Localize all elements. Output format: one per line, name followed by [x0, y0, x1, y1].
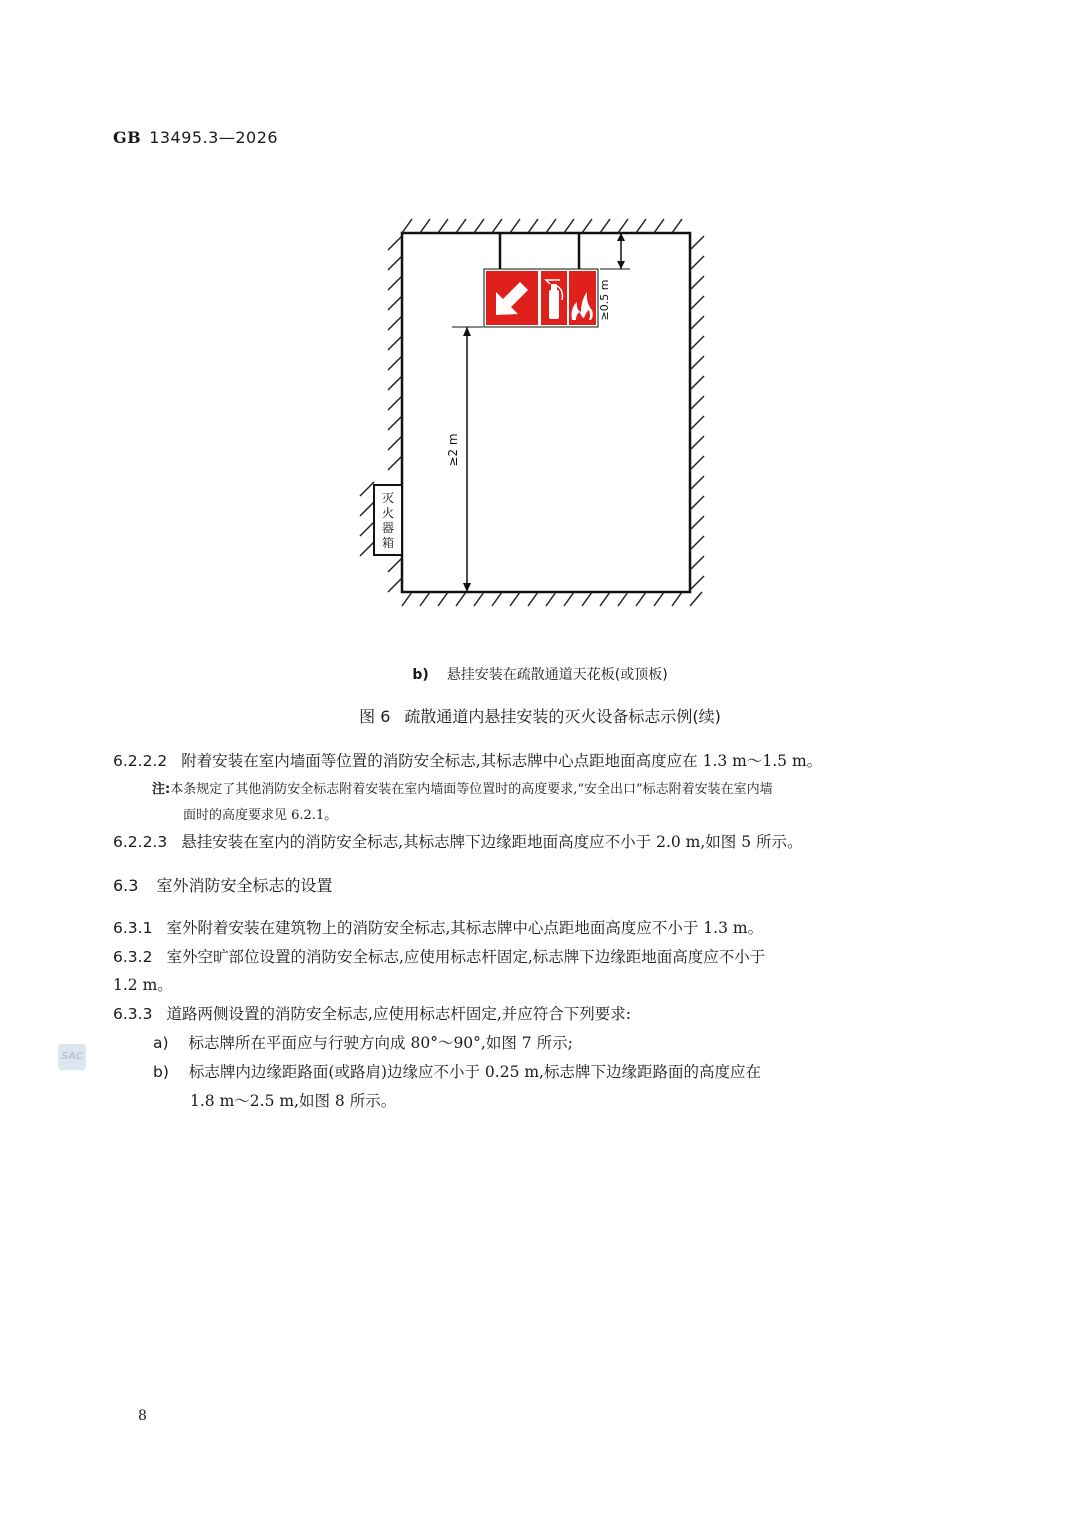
note-line-1	[152, 780, 773, 800]
clause-6-3-2-cont	[113, 975, 173, 995]
list-text-cont: 1.8 m～2.5 m,如图 8 所示。	[190, 1092, 397, 1110]
clause-number: 6.2.2.3	[113, 833, 168, 851]
note-line-2	[183, 806, 337, 826]
standard-code: GB	[113, 128, 142, 147]
clause-text: 道路两侧设置的消防安全标志,应使用标志杆固定,并应符合下列要求:	[166, 1005, 632, 1023]
note-text-1: 本条规定了其他消防安全标志附着安装在室内墙面等位置时的高度要求,“安全出口”标志附着安装在室内墙	[170, 782, 773, 797]
box-label-4: 箱	[381, 536, 395, 550]
figure-title: 疏散通道内悬挂安装的灭火设备标志示例(续)	[404, 707, 721, 726]
section-6-3-heading	[113, 876, 332, 896]
box-label-1: 灭	[381, 491, 395, 505]
list-text: 标志牌所在平面应与行驶方向成 80°～90°,如图 7 所示;	[188, 1034, 573, 1052]
clause-text-cont: 1.2 m。	[113, 976, 173, 994]
standard-number: 13495.3—2026	[149, 128, 279, 147]
figure-subcaption	[0, 664, 1080, 684]
clause-6-3-1	[113, 918, 763, 938]
installation-figure	[340, 200, 740, 620]
box-label-2: 火	[381, 506, 395, 520]
fire-sign	[484, 269, 598, 327]
dim-height-label: ≥2 m	[446, 433, 460, 467]
clause-6-2-2-3	[113, 832, 803, 852]
subcaption-text: 悬挂安装在疏散通道天花板(或顶板)	[446, 667, 668, 683]
section-title: 室外消防安全标志的设置	[156, 876, 333, 895]
clause-text: 悬挂安装在室内的消防安全标志,其标志牌下边缘距地面高度应不小于 2.0 m,如图 5 所示。	[181, 833, 803, 851]
list-text: 标志牌内边缘距路面(或路肩)边缘应不小于 0.25 m,标志牌下边缘距路面的高度应在	[188, 1063, 761, 1081]
page-number: 8	[138, 1408, 147, 1424]
section-number: 6.3	[113, 876, 139, 895]
list-tag: a)	[153, 1034, 169, 1052]
list-item-a	[153, 1033, 573, 1053]
clause-text: 附着安装在室内墙面等位置的消防安全标志,其标志牌中心点距地面高度应在 1.3 m～1.5 m。	[181, 752, 823, 770]
floor-hatch	[402, 592, 702, 606]
ceiling-hatch	[402, 219, 682, 233]
note-label: 注:	[152, 782, 171, 797]
box-label-3: 器	[381, 521, 395, 535]
clause-number: 6.3.1	[113, 919, 153, 937]
subcaption-tag: b)	[412, 667, 429, 683]
clause-6-2-2-2	[113, 751, 822, 771]
clause-6-3-2	[113, 947, 765, 967]
watermark-logo: SAC	[58, 1044, 86, 1070]
list-item-b-cont	[190, 1091, 396, 1111]
list-tag: b)	[153, 1063, 169, 1081]
note-text-2: 面时的高度要求见 6.2.1。	[183, 808, 338, 823]
right-wall-hatch	[690, 236, 704, 590]
clause-text: 室外附着安装在建筑物上的消防安全标志,其标志牌中心点距地面高度应不小于 1.3 m。	[166, 919, 764, 937]
clause-6-3-3	[113, 1004, 631, 1024]
figure-number: 图 6	[359, 707, 391, 726]
dim-top-label: ≥0.5 m	[598, 279, 611, 321]
clause-number: 6.3.3	[113, 1005, 153, 1023]
document-header	[113, 128, 278, 147]
figure-caption	[0, 704, 1080, 727]
clause-number: 6.3.2	[113, 948, 153, 966]
clause-text: 室外空旷部位设置的消防安全标志,应使用标志杆固定,标志牌下边缘距地面高度应不小于	[166, 948, 766, 966]
list-item-b	[153, 1062, 761, 1082]
clause-number: 6.2.2.2	[113, 752, 168, 770]
